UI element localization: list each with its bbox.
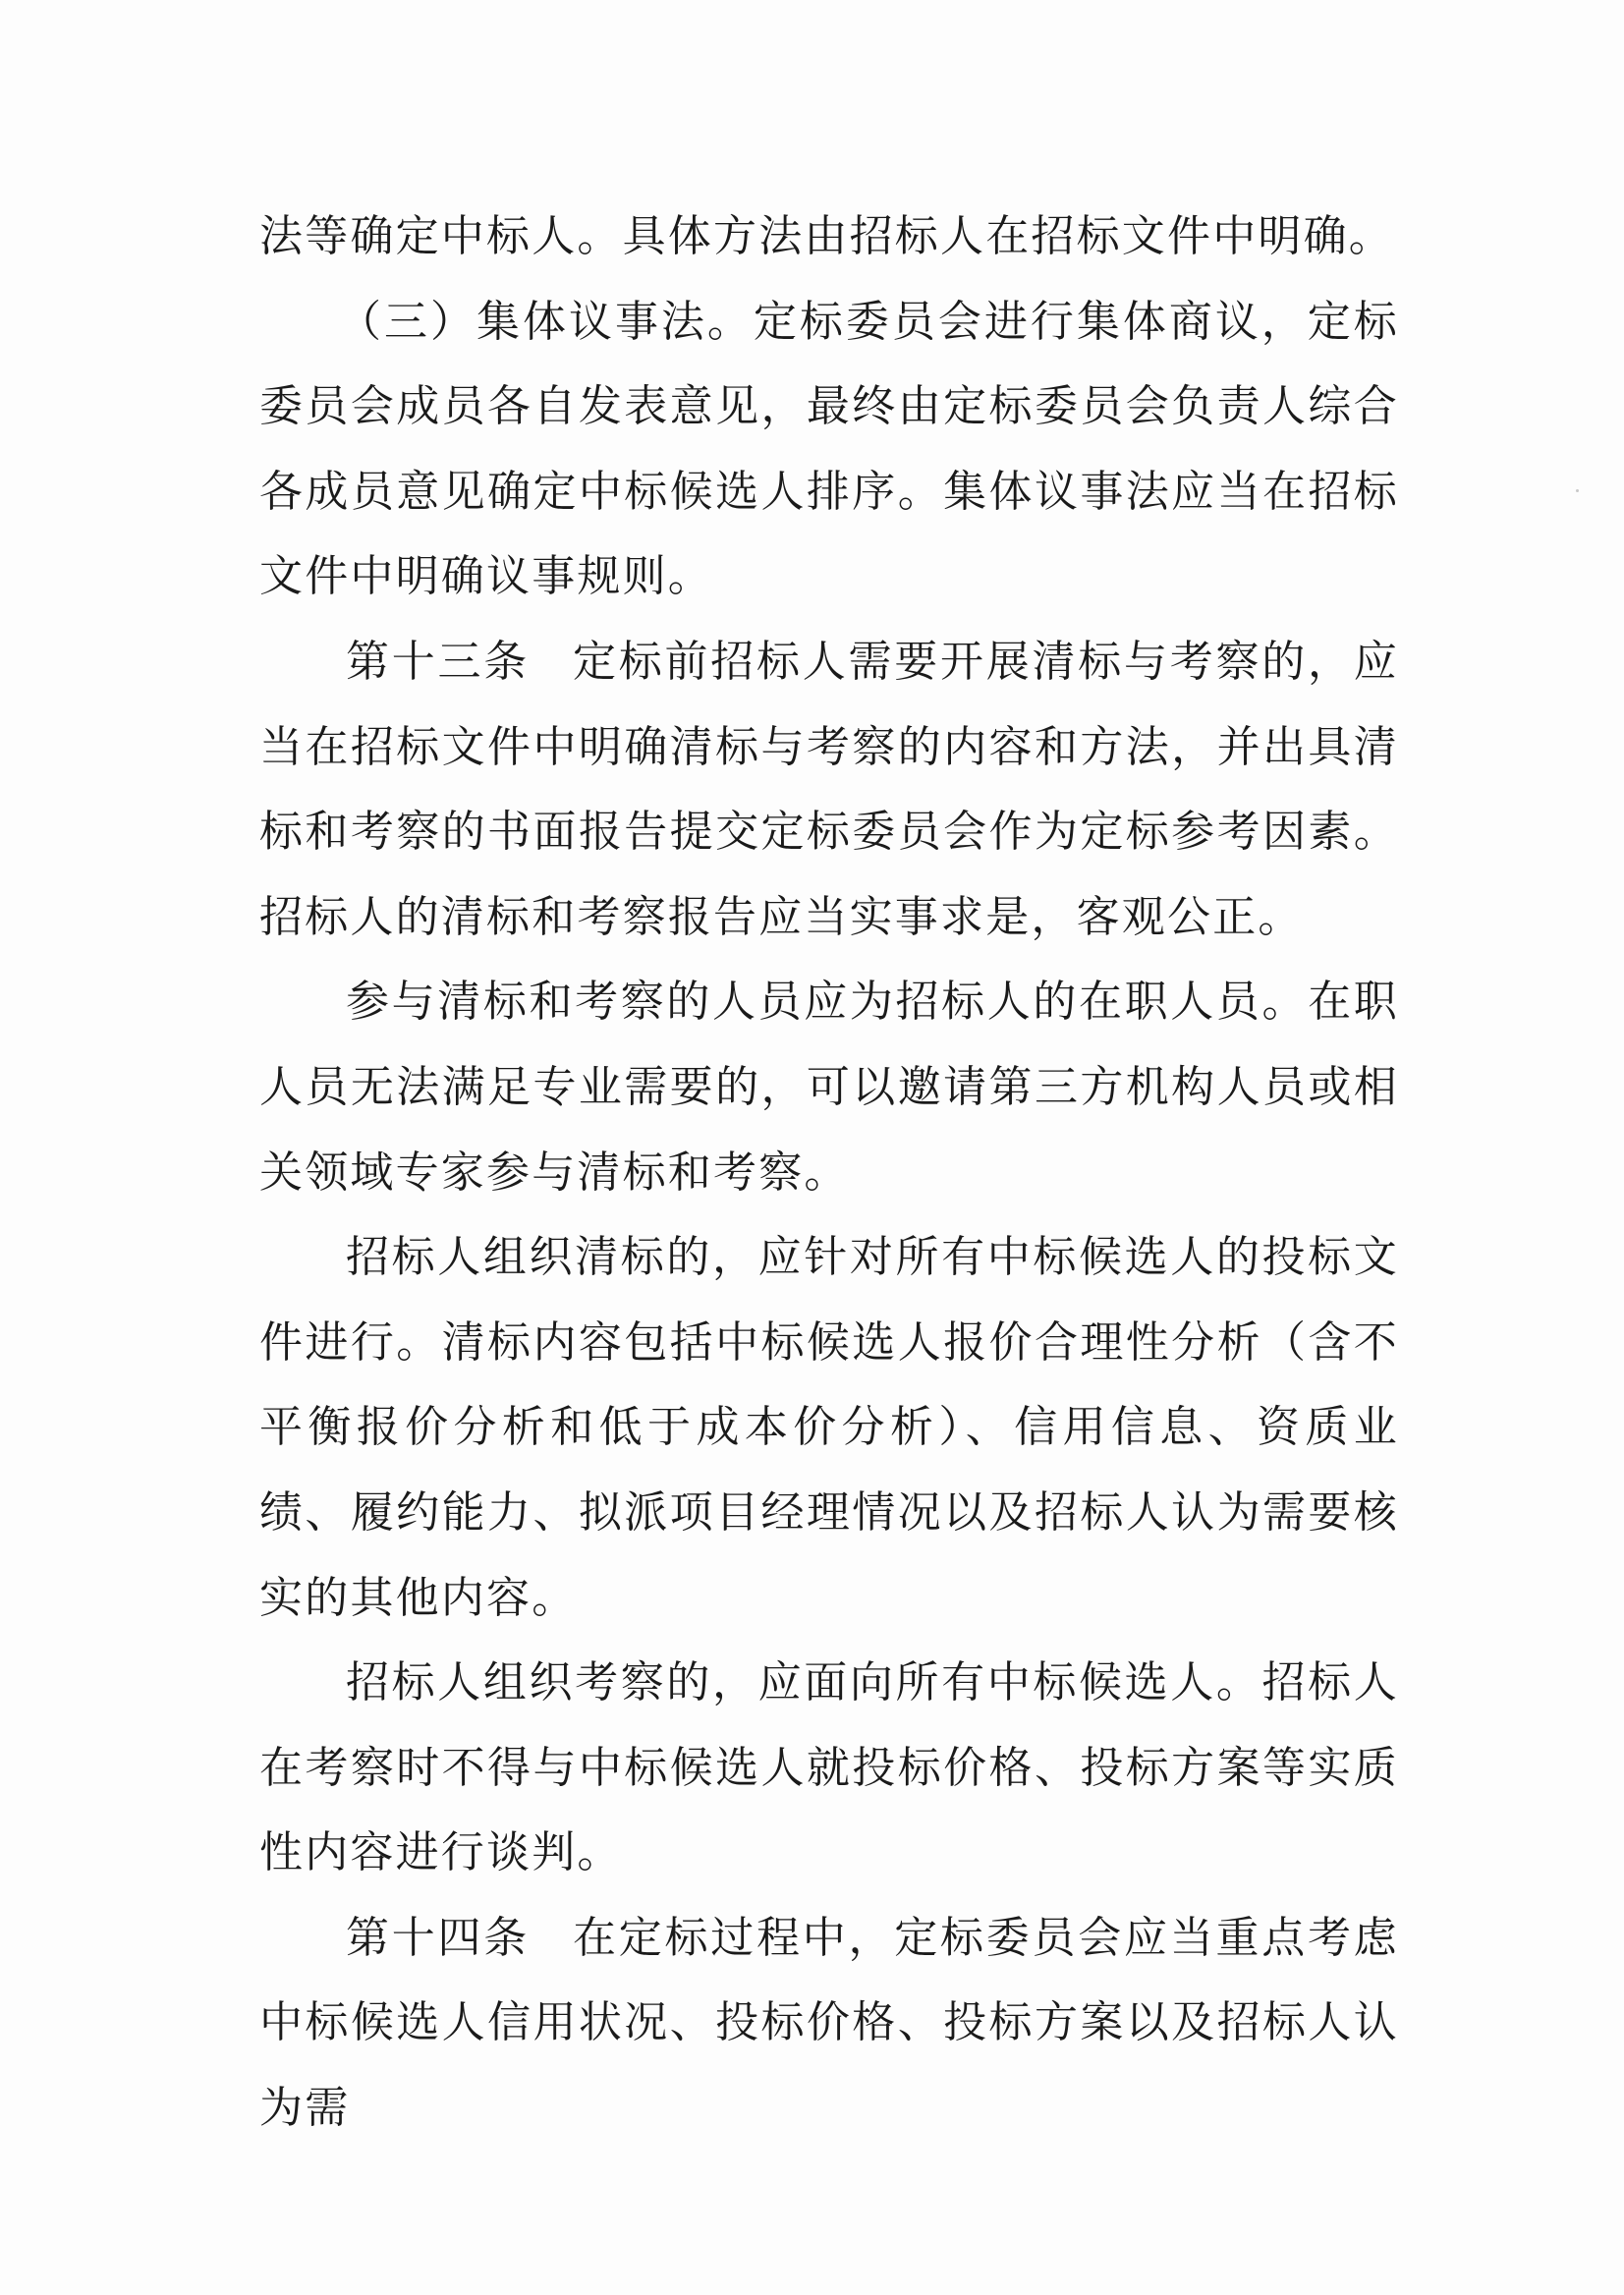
- paragraph-continuation: 法等确定中标人。具体方法由招标人在招标文件中明确。: [259, 211, 1394, 261]
- paragraph-participants: 参与清标和考察的人员应为招标人的在职人员。在职人员无法满足专业需要的，可以邀请第三方机构人员或相关领域专家参与清标和考察。: [259, 977, 1399, 1198]
- document-body: [259, 195, 1399, 2152]
- article-14-text: 在定标过程中，定标委员会应当重点考虑中标候选人信用状况、投标价格、投标方案以及招标人认为需: [259, 1912, 1399, 2134]
- paragraph-article-13: [259, 620, 1399, 960]
- paragraph-article-14: [259, 1896, 1399, 2152]
- paragraph-bid-clearing: 招标人组织清标的，应针对所有中标候选人的投标文件进行。清标内容包括中标候选人报价合理性分析（含不平衡报价分析和低于成本价分析）、信用信息、资质业绩、履约能力、拟派项目经理情况以及招标人认为需要核实的其他内容。: [259, 1232, 1399, 1623]
- scan-artifact-dot: [1576, 489, 1579, 492]
- paragraph-inspection: 招标人组织考察的，应面向所有中标候选人。招标人在考察时不得与中标候选人就投标价格、投标方案等实质性内容进行谈判。: [259, 1657, 1399, 1878]
- paragraph-collective-deliberation: （三）集体议事法。定标委员会进行集体商议，定标委员会成员各自发表意见，最终由定标委员会负责人综合各成员意见确定中标候选人排序。集体议事法应当在招标文件中明确议事规则。: [259, 296, 1399, 602]
- article-14-label: 第十四条: [346, 1912, 531, 1963]
- article-13-label: 第十三条: [346, 636, 531, 687]
- article-13-text: 定标前招标人需要开展清标与考察的，应当在招标文件中明确清标与考察的内容和方法，并出具清标和考察的书面报告提交定标委员会作为定标参考因素。招标人的清标和考察报告应当实事求是，客观公正。: [259, 636, 1399, 942]
